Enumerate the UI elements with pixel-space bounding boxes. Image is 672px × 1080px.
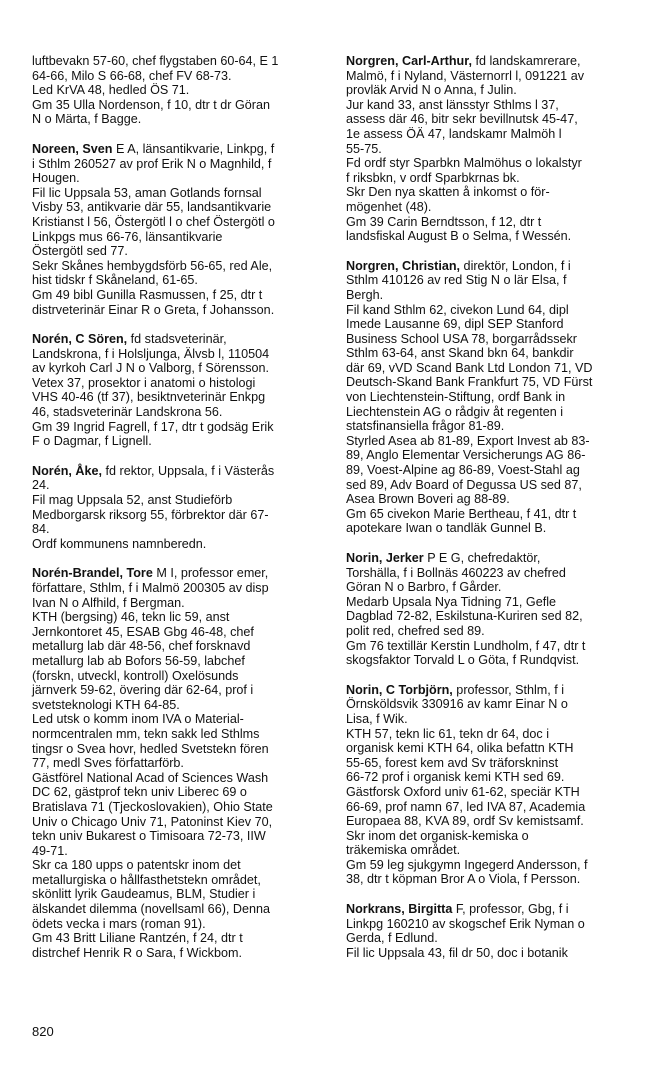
- entry-line: [32, 712, 328, 727]
- entry-line: [346, 683, 646, 698]
- entry-text: järnverk 59-62, övering där 62-64, prof i: [32, 683, 254, 698]
- entry-line: [32, 244, 328, 259]
- entry-line: [32, 69, 328, 84]
- entry-text: Skr ca 180 upps o patentskr inom det: [32, 858, 241, 873]
- entry-line: [346, 317, 646, 332]
- entry-line: [32, 654, 328, 669]
- entry-text: Bratislava 71 (Tjeckoslovakien), Ohio State: [32, 799, 273, 814]
- entry-text: KTH (bergsing) 46, tekn lic 59, anst: [32, 610, 230, 625]
- entry-text: Led utsk o komm inom IVA o Material-: [32, 712, 244, 727]
- entry-text: fd rektor, Uppsala, f i Västerås: [102, 463, 275, 478]
- entry-line: [346, 332, 646, 347]
- entry-line: [346, 566, 646, 581]
- entry-name: Norin, C Torbjörn,: [346, 682, 453, 697]
- entry-text: Gm 43 Britt Liliane Rantzén, f 24, dtr t: [32, 931, 243, 946]
- entry-line: [346, 375, 646, 390]
- entry-line: [346, 405, 646, 420]
- entry-line: [32, 508, 328, 523]
- entry-line: [32, 142, 328, 157]
- entry-text: Ivan N o Alfhild, f Bergman.: [32, 595, 185, 610]
- entry-line: [32, 200, 328, 215]
- entry-text: svetsteknologi KTH 64-85.: [32, 697, 180, 712]
- left-column: [32, 54, 328, 975]
- entry-line: [346, 419, 646, 434]
- biography-entry: [32, 566, 328, 960]
- right-column: [346, 54, 646, 975]
- entry-text: författare, Sthlm, f i Malmö 200305 av disp: [32, 581, 269, 595]
- entry-name: Norgren, Carl-Arthur,: [346, 54, 472, 68]
- entry-text: ödets vecka i mars (roman 91).: [32, 916, 206, 931]
- entry-text: 77, medl Sves författarförb.: [32, 756, 184, 771]
- entry-line: [32, 390, 328, 405]
- entry-text: assess där 46, bitr sekr bevillnutsk 45-47,: [346, 112, 578, 127]
- entry-text: luftbevakn 57-60, chef flygstaben 60-64, E 1: [32, 54, 279, 68]
- entry-line: [346, 156, 646, 171]
- entry-line: [346, 112, 646, 127]
- entry-text: KTH 57, tekn lic 61, tekn dr 64, doc i: [346, 726, 550, 741]
- page-number: 820: [32, 1024, 54, 1039]
- biography-entry: [346, 259, 646, 536]
- entry-line: [32, 844, 328, 859]
- entry-line: [32, 917, 328, 932]
- entry-text: 55-65, forest kem avd Sv träforskninst: [346, 755, 559, 770]
- entry-line: [32, 742, 328, 757]
- entry-line: [346, 185, 646, 200]
- entry-text: fd landskamrerare,: [471, 54, 581, 68]
- entry-text: Malmö, f i Nyland, Västernorrl l, 091221 av: [346, 68, 584, 83]
- entry-line: [346, 697, 646, 712]
- entry-line: [32, 625, 328, 640]
- entry-line: [346, 858, 646, 873]
- entry-line: [32, 83, 328, 98]
- entry-line: [346, 814, 646, 829]
- entry-line: [32, 98, 328, 113]
- entry-line: [346, 639, 646, 654]
- entry-text: Europaea 88, KVA 89, ordf Sv kemistsamf.: [346, 814, 584, 829]
- entry-line: [346, 727, 646, 742]
- entry-line: [346, 624, 646, 639]
- entry-line: [32, 727, 328, 742]
- entry-line: [346, 800, 646, 815]
- entry-text: Asea Brown Boveri ag 88-89.: [346, 492, 510, 507]
- entry-text: där 69, vVD Scand Bank Ltd London 71, VD: [346, 360, 593, 375]
- entry-text: Medarb Upsala Nya Tidning 71, Gefle: [346, 594, 557, 609]
- entry-line: [32, 493, 328, 508]
- entry-line: [32, 54, 328, 69]
- entry-line: [346, 872, 646, 887]
- entry-text: Gerda, f Edlund.: [346, 931, 438, 946]
- biography-entry: [32, 142, 328, 317]
- entry-line: [346, 463, 646, 478]
- entry-line: [32, 815, 328, 830]
- entry-text: provläk Arvid N o Anna, f Julin.: [346, 83, 517, 98]
- entry-text: Gm 39 Carin Berndtsson, f 12, dtr t: [346, 214, 542, 229]
- entry-text: Gästförel National Acad of Sciences Wash: [32, 770, 269, 785]
- entry-line: [32, 230, 328, 245]
- entry-line: [346, 829, 646, 844]
- entry-text: 64-66, Milo S 66-68, chef FV 68-73.: [32, 68, 232, 83]
- entry-text: metallurgiska o hållfasthetstekn området,: [32, 872, 261, 887]
- entry-line: [32, 902, 328, 917]
- entry-text: Bergh.: [346, 287, 384, 302]
- entry-text: 66-72 prof i organisk kemi KTH sed 69.: [346, 770, 565, 785]
- entry-line: [32, 566, 328, 581]
- entry-text: Kristianst l 56, Östergötl l o chef Östergötl o: [32, 214, 275, 229]
- entry-line: [346, 580, 646, 595]
- entry-line: [32, 858, 328, 873]
- entry-line: [32, 273, 328, 288]
- entry-text: Dagblad 72-82, Eskilstuna-Kuriren sed 82,: [346, 609, 583, 624]
- entry-text: 24.: [32, 478, 50, 493]
- entry-name: Noreen, Sven: [32, 141, 113, 156]
- entry-line: [32, 581, 328, 596]
- entry-text: 89, Voest-Alpine ag 86-89, Voest-Stahl ag: [346, 463, 580, 478]
- entry-text: mögenhet (48).: [346, 199, 432, 214]
- entry-text: Gm 76 textillär Kerstin Lundholm, f 47, dtr t: [346, 638, 586, 653]
- entry-line: [346, 69, 646, 84]
- entry-text: Fil lic Uppsala 43, fil dr 50, doc i botanik: [346, 945, 568, 960]
- biography-entry: [32, 464, 328, 552]
- entry-line: [346, 492, 646, 507]
- entry-text: normcentralen mm, tekn sakk led Sthlms: [32, 726, 260, 741]
- entry-line: [346, 756, 646, 771]
- entry-line: [346, 902, 646, 917]
- entry-line: [346, 346, 646, 361]
- entry-line: [346, 229, 646, 244]
- entry-line: [346, 931, 646, 946]
- entry-text: Lisa, f Wik.: [346, 711, 408, 726]
- biography-entry: [32, 332, 328, 449]
- entry-line: [346, 200, 646, 215]
- entry-text: Jernkontoret 45, ESAB Gbg 46-48, chef: [32, 624, 254, 639]
- entry-text: polit red, chefred sed 89.: [346, 623, 485, 638]
- entry-name: Norén, C Sören,: [32, 332, 128, 347]
- entry-text: Göran N o Barbro, f Gårder.: [346, 580, 502, 595]
- entry-line: [32, 669, 328, 684]
- entry-line: [32, 405, 328, 420]
- entry-text: f riksbkn, v ordf Sparbkrnas bk.: [346, 170, 520, 185]
- entry-line: [32, 873, 328, 888]
- entry-text: F o Dagmar, f Lignell.: [32, 434, 152, 449]
- entry-text: tingsr o Svea hovr, hedled Svetstekn fören: [32, 741, 269, 756]
- entry-text: Fil kand Sthlm 62, civekon Lund 64, dipl: [346, 302, 569, 317]
- entry-line: [346, 83, 646, 98]
- entry-text: Gm 59 leg sjukgymn Ingegerd Andersson, f: [346, 857, 588, 872]
- entry-line: [32, 434, 328, 449]
- entry-text: organisk kemi KTH 64, olika befattn KTH: [346, 741, 574, 756]
- entry-name: Norén, Åke,: [32, 463, 102, 478]
- entry-text: professor, Sthlm, f i: [452, 682, 565, 697]
- entry-line: [346, 785, 646, 800]
- entry-text: Skr Den nya skatten å inkomst o för-: [346, 185, 550, 200]
- entry-line: [32, 288, 328, 303]
- entry-text: Hougen.: [32, 171, 80, 186]
- entry-text: hist tidskr f Skåneland, 61-65.: [32, 273, 198, 288]
- entry-text: Gm 49 bibl Gunilla Rasmussen, f 25, dtr t: [32, 287, 263, 302]
- entry-line: [32, 946, 328, 961]
- entry-text: metallurg lab där 48-56, chef forsknavd: [32, 639, 251, 654]
- entry-line: [32, 756, 328, 771]
- entry-text: 1e assess ÖÄ 47, landskamr Malmöh l: [346, 126, 562, 141]
- entry-text: Fil lic Uppsala 53, aman Gotlands fornsal: [32, 185, 262, 200]
- entry-line: [346, 551, 646, 566]
- entry-text: Sekr Skånes hembygdsförb 56-65, red Ale,: [32, 258, 273, 273]
- entry-line: [346, 215, 646, 230]
- entry-text: F, professor, Gbg, f i: [452, 902, 569, 917]
- biography-entry: [346, 902, 646, 960]
- entry-line: [346, 390, 646, 405]
- entry-line: [346, 288, 646, 303]
- entry-line: [346, 946, 646, 961]
- entry-text: Landskrona, f i Holsljunga, Älvsb l, 110504: [32, 346, 270, 361]
- entry-text: (forskn, utveckl, kontroll) Oxelösunds: [32, 668, 239, 683]
- entry-text: Jur kand 33, anst länsstyr Sthlms l 37,: [346, 97, 559, 112]
- entry-line: [32, 215, 328, 230]
- entry-line: [32, 639, 328, 654]
- entry-line: [32, 186, 328, 201]
- entry-line: [346, 273, 646, 288]
- entry-line: [32, 771, 328, 786]
- entry-name: Norkrans, Birgitta: [346, 902, 453, 917]
- entry-text: Gm 39 Ingrid Fagrell, f 17, dtr t godsäg Erik: [32, 419, 274, 434]
- entry-line: [32, 361, 328, 376]
- entry-text: apotekare Iwan o tandläk Gunnel B.: [346, 521, 547, 536]
- entry-text: P E G, chefredaktör,: [423, 551, 541, 565]
- entry-line: [346, 142, 646, 157]
- entry-text: 84.: [32, 522, 50, 537]
- entry-line: [346, 98, 646, 113]
- entry-text: Gästforsk Oxford univ 61-62, speciär KTH: [346, 784, 580, 799]
- entry-text: Styrled Asea ab 81-89, Export Invest ab 83-: [346, 433, 590, 448]
- entry-line: [32, 537, 328, 552]
- biography-entry: [346, 551, 646, 668]
- entry-text: Fd ordf styr Sparbkn Malmöhus o lokalstyr: [346, 156, 582, 171]
- entry-line: [346, 770, 646, 785]
- entry-line: [32, 683, 328, 698]
- entry-text: Sthlm 410126 av red Stig N o lär Elsa, f: [346, 273, 567, 288]
- entry-text: i Sthlm 260527 av prof Erik N o Magnhild, f: [32, 156, 272, 171]
- entry-line: [346, 434, 646, 449]
- entry-line: [32, 303, 328, 318]
- entry-name: Norgren, Christian,: [346, 258, 461, 273]
- entry-line: [32, 610, 328, 625]
- entry-text: Led KrVA 48, hedled ÖS 71.: [32, 83, 190, 98]
- entry-text: 66-69, prof namn 67, led IVA 87, Academia: [346, 799, 586, 814]
- entry-text: Gm 65 civekon Marie Bertheau, f 41, dtr t: [346, 506, 577, 521]
- entry-text: distrveterinär Einar R o Greta, f Johansson.: [32, 302, 275, 317]
- entry-text: Business School USA 78, borgarrådssekr: [346, 331, 578, 346]
- entry-text: av kyrkoh Carl J N o Valborg, f Sörensson.: [32, 361, 270, 376]
- entry-line: [346, 507, 646, 522]
- entry-line: [32, 785, 328, 800]
- entry-text: M I, professor emer,: [152, 566, 269, 581]
- entry-line: [32, 112, 328, 127]
- entry-text: skogsfaktor Torvald L o Göta, f Rundqvist.: [346, 653, 580, 668]
- entry-text: Torshälla, f i Bollnäs 460223 av chefred: [346, 565, 566, 580]
- entry-line: [32, 931, 328, 946]
- entry-text: E A, länsantikvarie, Linkpg, f: [112, 141, 275, 156]
- entry-text: DC 62, gästprof tekn univ Liberec 69 o: [32, 785, 247, 800]
- entry-line: [32, 347, 328, 362]
- entry-line: [346, 712, 646, 727]
- entry-line: [346, 478, 646, 493]
- entry-text: Univ o Chicago Univ 71, Patoninst Kiev 70,: [32, 814, 273, 829]
- entry-text: Fil mag Uppsala 52, anst Studieförb: [32, 493, 233, 508]
- entry-line: [346, 361, 646, 376]
- entry-text: tekn univ Bukarest o Timisoara 72-73, IIW: [32, 829, 266, 844]
- entry-text: 38, dtr t köpman Bror A o Viola, f Persson.: [346, 872, 581, 887]
- entry-line: [346, 521, 646, 536]
- entry-name: Norin, Jerker: [346, 551, 424, 565]
- entry-text: sed 89, Adv Board of Degussa US sed 87,: [346, 477, 582, 492]
- entry-text: von Liechtenstein-Stiftung, ordf Bank in: [346, 390, 566, 405]
- entry-line: [346, 127, 646, 142]
- entry-line: [346, 54, 646, 69]
- entry-line: [32, 478, 328, 493]
- entry-line: [346, 448, 646, 463]
- biography-entry: [32, 54, 328, 127]
- entry-line: [32, 887, 328, 902]
- entry-line: [32, 698, 328, 713]
- entry-line: [32, 259, 328, 274]
- entry-text: fd stadsveterinär,: [127, 332, 227, 347]
- entry-line: [346, 917, 646, 932]
- entry-line: [32, 829, 328, 844]
- entry-line: [346, 609, 646, 624]
- entry-text: 89, Anglo Elementar Versicherungs AG 86-: [346, 448, 586, 463]
- entry-line: [346, 653, 646, 668]
- entry-text: Skr inom det organisk-kemiska o: [346, 828, 529, 843]
- entry-text: 49-71.: [32, 843, 68, 858]
- entry-text: Medborgarsk riksorg 55, förbrektor där 67-: [32, 507, 269, 522]
- entry-text: Visby 53, antikvarie där 55, landsantikvarie: [32, 200, 272, 215]
- entry-line: [346, 595, 646, 610]
- entry-line: [32, 464, 328, 479]
- entry-text: skönlitt lyrik Gaudeamus, BLM, Studier i: [32, 887, 256, 902]
- entry-line: [32, 376, 328, 391]
- entry-text: Liechtenstein AG o rådgiv åt regenten i: [346, 404, 564, 419]
- entry-text: distrchef Henrik R o Sara, f Wickbom.: [32, 945, 242, 960]
- entry-text: älskandet dilemma (novellsaml 66), Denna: [32, 902, 270, 917]
- entry-line: [346, 741, 646, 756]
- entry-text: statsfinansiella frågor 81-89.: [346, 419, 505, 434]
- entry-line: [346, 171, 646, 186]
- entry-line: [32, 332, 328, 347]
- entry-name: Norén-Brandel, Tore: [32, 566, 153, 581]
- entry-line: [32, 171, 328, 186]
- entry-text: Sthlm 63-64, anst Skand bkn 64, bankdir: [346, 346, 574, 361]
- entry-text: direktör, London, f i: [460, 258, 571, 273]
- entry-line: [32, 420, 328, 435]
- entry-line: [32, 800, 328, 815]
- entry-text: Örnsköldsvik 330916 av kamr Einar N o: [346, 697, 568, 712]
- entry-text: Ordf kommunens namnberedn.: [32, 536, 207, 551]
- entry-text: Vetex 37, prosektor i anatomi o histologi: [32, 375, 256, 390]
- entry-line: [32, 522, 328, 537]
- entry-line: [32, 596, 328, 611]
- entry-text: Deutsch-Skand Bank Frankfurt 75, VD Fürst: [346, 375, 593, 390]
- entry-text: Linkpg 160210 av skogschef Erik Nyman o: [346, 916, 585, 931]
- entry-text: N o Märta, f Bagge.: [32, 112, 142, 127]
- entry-text: Imede Lausanne 69, dipl SEP Stanford: [346, 317, 564, 332]
- entry-line: [346, 843, 646, 858]
- entry-text: VHS 40-46 (tf 37), besiktnveterinär Enkpg: [32, 390, 266, 405]
- biography-entry: [346, 54, 646, 244]
- entry-text: Linkpgs mus 66-76, länsantikvarie: [32, 229, 223, 244]
- entry-text: träkemiska området.: [346, 843, 461, 858]
- biography-entry: [346, 683, 646, 887]
- entry-text: Gm 35 Ulla Nordenson, f 10, dtr t dr Göran: [32, 97, 270, 112]
- entry-line: [32, 157, 328, 172]
- entry-text: 46, stadsveterinär Landskrona 56.: [32, 405, 223, 420]
- entry-line: [346, 303, 646, 318]
- entry-line: [346, 259, 646, 274]
- entry-text: Östergötl sed 77.: [32, 244, 128, 259]
- entry-text: 55-75.: [346, 141, 382, 156]
- entry-text: landsfiskal August B o Selma, f Wessén.: [346, 229, 572, 244]
- entry-text: metallurg lab ab Bofors 56-59, labchef: [32, 653, 245, 668]
